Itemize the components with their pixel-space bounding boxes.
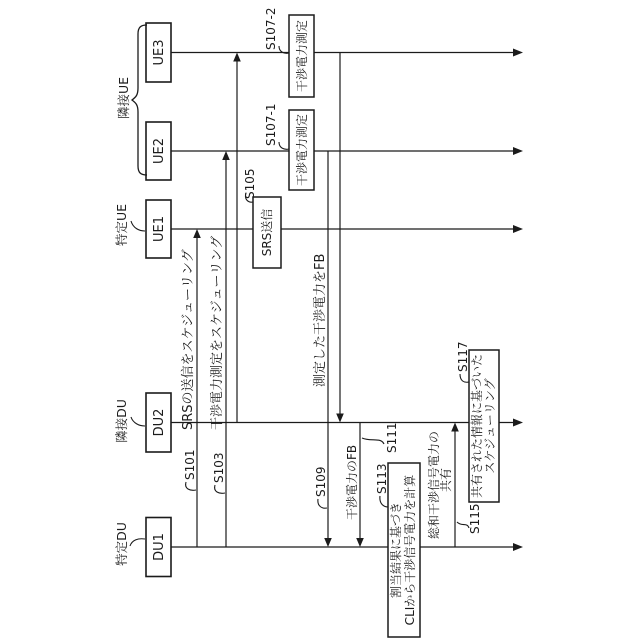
activity-box-s113-label-line1: 割当結果に基づき [389,501,403,599]
message-s109b-arrowhead-icon [336,414,344,423]
step-leader-s109-icon [318,499,327,508]
message-s101-arrowhead-icon [193,229,201,238]
message-s101-text: SRSの送信をスケジューリング [181,249,196,430]
message-s115-arrowhead-icon [451,423,459,432]
group-label-specific-ue: 特定UE [114,203,129,247]
step-label-s115: S115 [468,503,482,534]
activity-box-s117-label-line1: 共有された情報に基づいた [470,353,484,499]
step-leader-s103-icon [215,485,225,493]
message-s111-text: 干渉電力のFB [345,444,359,520]
step-leader-s113-icon [380,496,388,507]
group-label-adjacent-ue: 隣接UE [116,76,131,120]
activity-box-s107-2-label: 干渉電力測定 [295,19,309,93]
activity-box-s113-label-line2: CLIから干渉信号電力を計算 [403,474,417,626]
step-leader-s107-1-icon [279,142,289,149]
lifeline-du1-end-arrow-icon [513,543,523,551]
step-label-s113: S113 [375,463,389,494]
lifeline-ue1-end-arrow-icon [513,225,523,233]
leader-squiggle-specific-ue-icon [131,221,145,231]
message-s103-arrowhead-icon [222,151,230,160]
actor-label-ue3: UE3 [152,39,167,66]
activity-box-s117-label-line2: スケジューリング [483,378,497,474]
lifeline-ue3-end-arrow-icon [513,49,523,57]
step-label-s103: S103 [212,452,226,483]
actor-label-ue2: UE2 [152,138,167,164]
step-label-s107-2: S107-2 [264,7,278,50]
actor-label-du2: DU2 [152,408,167,437]
step-label-s107-1: S107-1 [264,103,278,146]
step-leader-s111-icon [362,438,384,444]
actor-label-du1: DU1 [152,533,167,561]
message-s103-text: 干渉電力測定をスケジューリング [210,235,225,430]
step-label-s109: S109 [314,466,328,497]
message-s111-arrowhead-icon [356,538,364,547]
message-s109-text: 測定した干渉電力をFB [313,253,328,387]
adjacent-ue-brace-icon [132,25,147,175]
step-label-s101: S101 [183,449,197,480]
actor-label-ue1: UE1 [152,216,167,242]
group-label-adjacent-du: 隣接DU [114,399,129,443]
lifeline-du2-end-arrow-icon [513,419,523,427]
step-leader-s101-icon [186,482,196,490]
message-s109-arrowhead-icon [324,538,332,547]
message-s115-text-line2: 共有 [439,467,453,493]
step-label-s117: S117 [456,341,470,372]
message-s115-text-line1: 総和干渉信号電力の [427,430,441,540]
step-leader-s117-icon [460,374,469,382]
step-label-s105: S105 [243,168,257,199]
message-s103b-arrowhead-icon [233,53,241,62]
leader-squiggle-specific-du-icon [130,539,145,546]
activity-box-s105-label: SRS送信 [260,208,274,257]
lifeline-ue2-end-arrow-icon [513,147,523,155]
step-label-s111: S111 [385,422,399,453]
leader-squiggle-adjacent-du-icon [131,417,145,426]
activity-box-s107-1-label: 干渉電力測定 [295,113,309,187]
group-label-specific-du: 特定DU [114,522,129,566]
